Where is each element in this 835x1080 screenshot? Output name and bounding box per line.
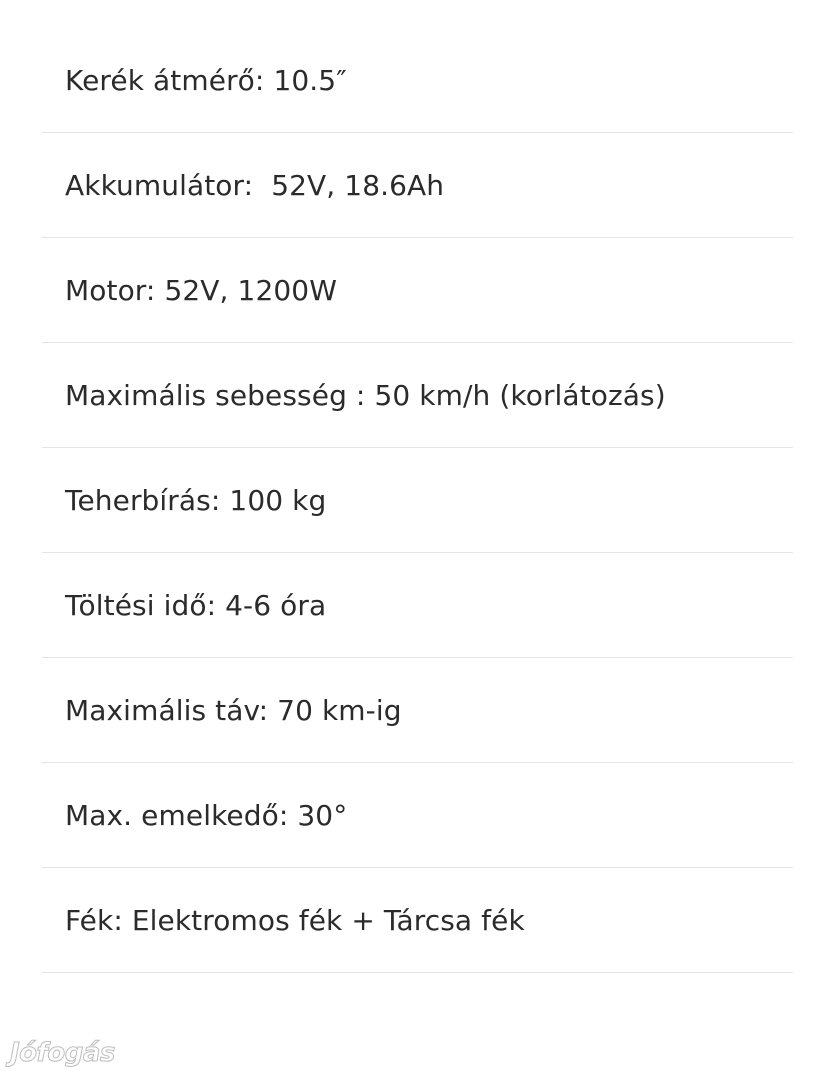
spec-text: Motor: 52V, 1200W [65,274,337,307]
spec-row-battery [42,134,793,238]
spec-row-max-incline [42,764,793,868]
spec-text: Maximális táv: 70 km-ig [65,694,402,727]
spec-text: Maximális sebesség : 50 km/h (korlátozás) [65,379,666,412]
spec-text: Fék: Elektromos fék + Tárcsa fék [65,904,525,937]
spec-text: Max. emelkedő: 30° [65,799,348,832]
spec-row-max-speed [42,344,793,448]
spec-row-brake [42,869,793,973]
spec-row-max-range [42,659,793,763]
jofogas-watermark-logo: Jófogás [10,1038,115,1068]
spec-text: Akkumulátor: 52V, 18.6Ah [65,169,445,202]
spec-row-load-capacity [42,449,793,553]
spec-text: Kerék átmérő: 10.5″ [65,64,347,97]
spec-text: Teherbírás: 100 kg [65,484,327,517]
spec-list [42,29,793,974]
spec-row-motor [42,239,793,343]
spec-text: Töltési idő: 4-6 óra [65,589,327,622]
spec-row-charging-time [42,554,793,658]
spec-row-wheel-diameter [42,29,793,133]
